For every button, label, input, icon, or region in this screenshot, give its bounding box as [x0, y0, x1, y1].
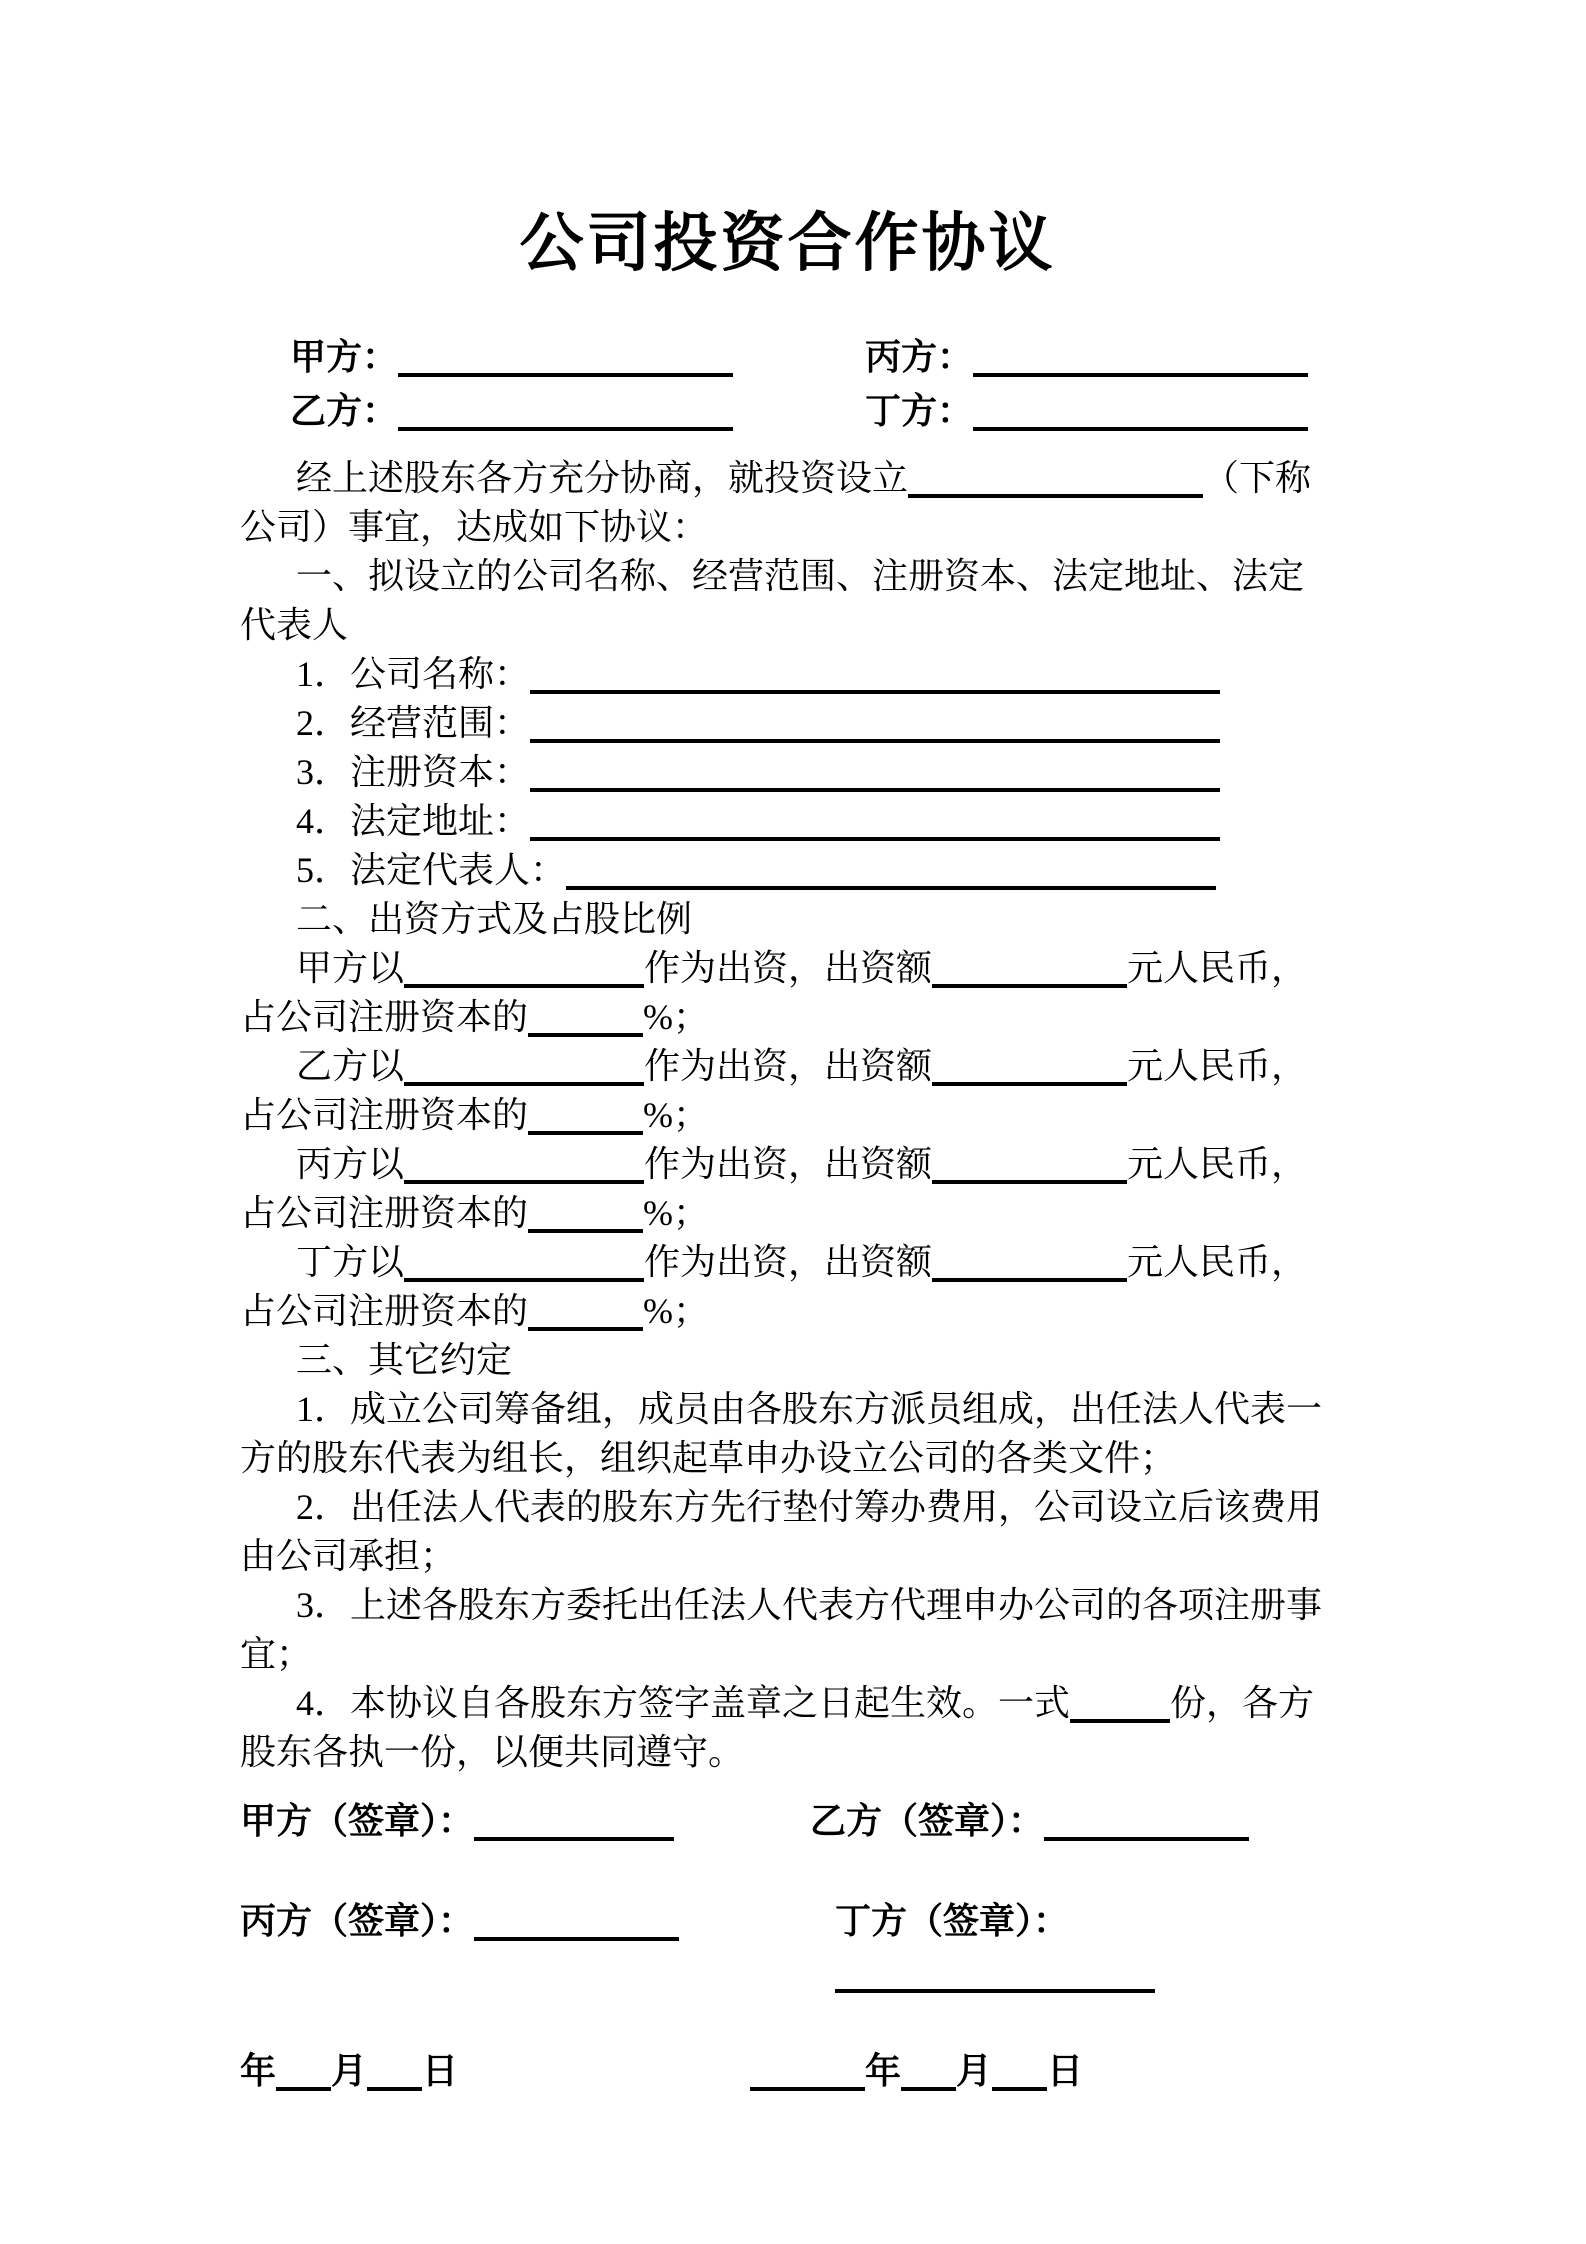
contribution-party: 丙方以 — [296, 1144, 405, 1184]
blank-line — [566, 856, 1216, 890]
contribution-paragraph-b — [240, 1042, 1335, 1140]
blank-line — [528, 1297, 643, 1331]
business-scope-field — [240, 699, 1335, 748]
signature-block — [240, 1795, 1335, 2097]
party-d-signature-field — [835, 1895, 1335, 1999]
business-scope-label: 2．经营范围： — [296, 703, 531, 743]
year-label: 年 — [865, 2051, 902, 2091]
intro-text-after: （下称公司）事宜，达成如下协议： — [240, 458, 1312, 547]
document-body — [240, 454, 1335, 1777]
blank-line — [973, 343, 1308, 377]
contribution-party: 甲方以 — [296, 948, 405, 988]
contribution-as-text: 作为出资，出资额 — [644, 948, 933, 988]
signature-row-2 — [240, 1895, 1335, 1999]
year-label: 年 — [240, 2051, 277, 2091]
blank-line — [932, 1150, 1127, 1184]
blank-line — [474, 1907, 679, 1941]
term4-text-before: 4．本协议自各股东方签字盖章之日起生效。一式 — [296, 1683, 1071, 1723]
month-label: 月 — [956, 2051, 993, 2091]
contribution-paragraph-d — [240, 1238, 1335, 1336]
contribution-currency: 元人民币， — [1127, 948, 1308, 988]
contribution-ratio-after: %； — [643, 1291, 710, 1331]
blank-line — [932, 1248, 1127, 1282]
legal-address-label: 4．法定地址： — [296, 801, 531, 841]
legal-representative-field — [240, 846, 1335, 895]
party-row-2 — [240, 384, 1335, 438]
blank-line — [932, 1052, 1127, 1086]
blank-line — [1070, 1689, 1170, 1723]
month-label: 月 — [331, 2051, 368, 2091]
date-row — [240, 2045, 1335, 2097]
blank-line — [908, 464, 1203, 498]
other-term-4 — [240, 1679, 1335, 1777]
term4-text-after: 份，各方股东各执一份，以便共同遵守。 — [240, 1683, 1315, 1772]
party-row-1 — [240, 330, 1335, 384]
party-a-label: 甲方： — [290, 337, 399, 377]
blank-line — [901, 2057, 956, 2091]
intro-text-before: 经上述股东各方充分协商，就投资设立 — [296, 458, 909, 498]
blank-line — [528, 1003, 643, 1037]
day-label: 日 — [1047, 2051, 1084, 2091]
contribution-currency: 元人民币， — [1127, 1046, 1308, 1086]
blank-line — [367, 2057, 422, 2091]
blank-line — [992, 2057, 1047, 2091]
blank-line — [404, 1150, 644, 1184]
party-a-signature-label: 甲方（签章）： — [240, 1801, 475, 1841]
contribution-ratio-before: 占公司注册资本的 — [240, 997, 529, 1037]
blank-line — [528, 1101, 643, 1135]
registered-capital-field — [240, 748, 1335, 797]
party-c-signature-label: 丙方（签章）： — [240, 1901, 475, 1941]
company-name-label: 1．公司名称： — [296, 654, 531, 694]
section2-heading: 二、出资方式及占股比例 — [296, 899, 693, 939]
blank-line — [474, 1807, 674, 1841]
blank-line — [530, 660, 1220, 694]
contribution-ratio-after: %； — [643, 1193, 710, 1233]
signature-row-1 — [240, 1795, 1335, 1847]
contribution-currency: 元人民币， — [1127, 1242, 1308, 1282]
blank-line — [398, 397, 733, 431]
other-term-2: 2．出任法人代表的股东方先行垫付筹办费用，公司设立后该费用由公司承担； — [240, 1487, 1323, 1576]
day-label: 日 — [422, 2051, 459, 2091]
contribution-party: 乙方以 — [296, 1046, 405, 1086]
blank-line — [835, 1959, 1155, 1993]
contribution-ratio-after: %； — [643, 1095, 710, 1135]
party-d-field — [865, 384, 1335, 438]
blank-line — [404, 1052, 644, 1086]
party-a-field — [240, 330, 865, 384]
other-term-3: 3．上述各股东方委托出任法人代表方代理申办公司的各项注册事宜； — [240, 1585, 1323, 1674]
blank-line — [276, 2057, 331, 2091]
other-term-1: 1．成立公司筹备组，成员由各股东方派员组成，出任法人代表一方的股东代表为组长，组织起草申办设立公司的各类文件； — [240, 1389, 1323, 1478]
section1-heading: 一、拟设立的公司名称、经营范围、注册资本、法定地址、法定代表人 — [240, 556, 1305, 645]
contribution-as-text: 作为出资，出资额 — [644, 1046, 933, 1086]
contribution-paragraph-c — [240, 1140, 1335, 1238]
blank-line — [404, 1248, 644, 1282]
contribution-ratio-before: 占公司注册资本的 — [240, 1095, 529, 1135]
section3-heading: 三、其它约定 — [296, 1340, 513, 1380]
party-b-label: 乙方： — [290, 391, 399, 431]
blank-line — [530, 758, 1220, 792]
party-b-signature-label: 乙方（签章）： — [810, 1801, 1045, 1841]
contribution-as-text: 作为出资，出资额 — [644, 1144, 933, 1184]
legal-representative-label: 5．法定代表人： — [296, 850, 567, 890]
company-name-field — [240, 650, 1335, 699]
date-field-left — [240, 2045, 750, 2097]
contribution-ratio-before: 占公司注册资本的 — [240, 1291, 529, 1331]
contribution-currency: 元人民币， — [1127, 1144, 1308, 1184]
date-field-right — [750, 2045, 1335, 2097]
blank-line — [530, 709, 1220, 743]
contribution-paragraph-a — [240, 944, 1335, 1042]
blank-line — [750, 2057, 865, 2091]
party-b-field — [240, 384, 865, 438]
party-b-signature-field — [810, 1795, 1335, 1847]
party-c-signature-field — [240, 1895, 835, 1999]
party-d-signature-label: 丁方（签章）： — [835, 1901, 1070, 1941]
party-a-signature-field — [240, 1795, 810, 1847]
contribution-party: 丁方以 — [296, 1242, 405, 1282]
intro-paragraph — [240, 454, 1335, 552]
contribution-as-text: 作为出资，出资额 — [644, 1242, 933, 1282]
party-c-label: 丙方： — [865, 337, 974, 377]
contribution-ratio-before: 占公司注册资本的 — [240, 1193, 529, 1233]
blank-line — [528, 1199, 643, 1233]
legal-address-field — [240, 797, 1335, 846]
document-title: 公司投资合作协议 — [519, 208, 1056, 279]
registered-capital-label: 3．注册资本： — [296, 752, 531, 792]
blank-line — [398, 343, 733, 377]
blank-line — [932, 954, 1127, 988]
blank-line — [404, 954, 644, 988]
party-d-label: 丁方： — [865, 391, 974, 431]
party-header-block — [240, 330, 1335, 438]
blank-line — [973, 397, 1308, 431]
contribution-ratio-after: %； — [643, 997, 710, 1037]
party-c-field — [865, 330, 1335, 384]
blank-line — [530, 807, 1220, 841]
blank-line — [1044, 1807, 1249, 1841]
